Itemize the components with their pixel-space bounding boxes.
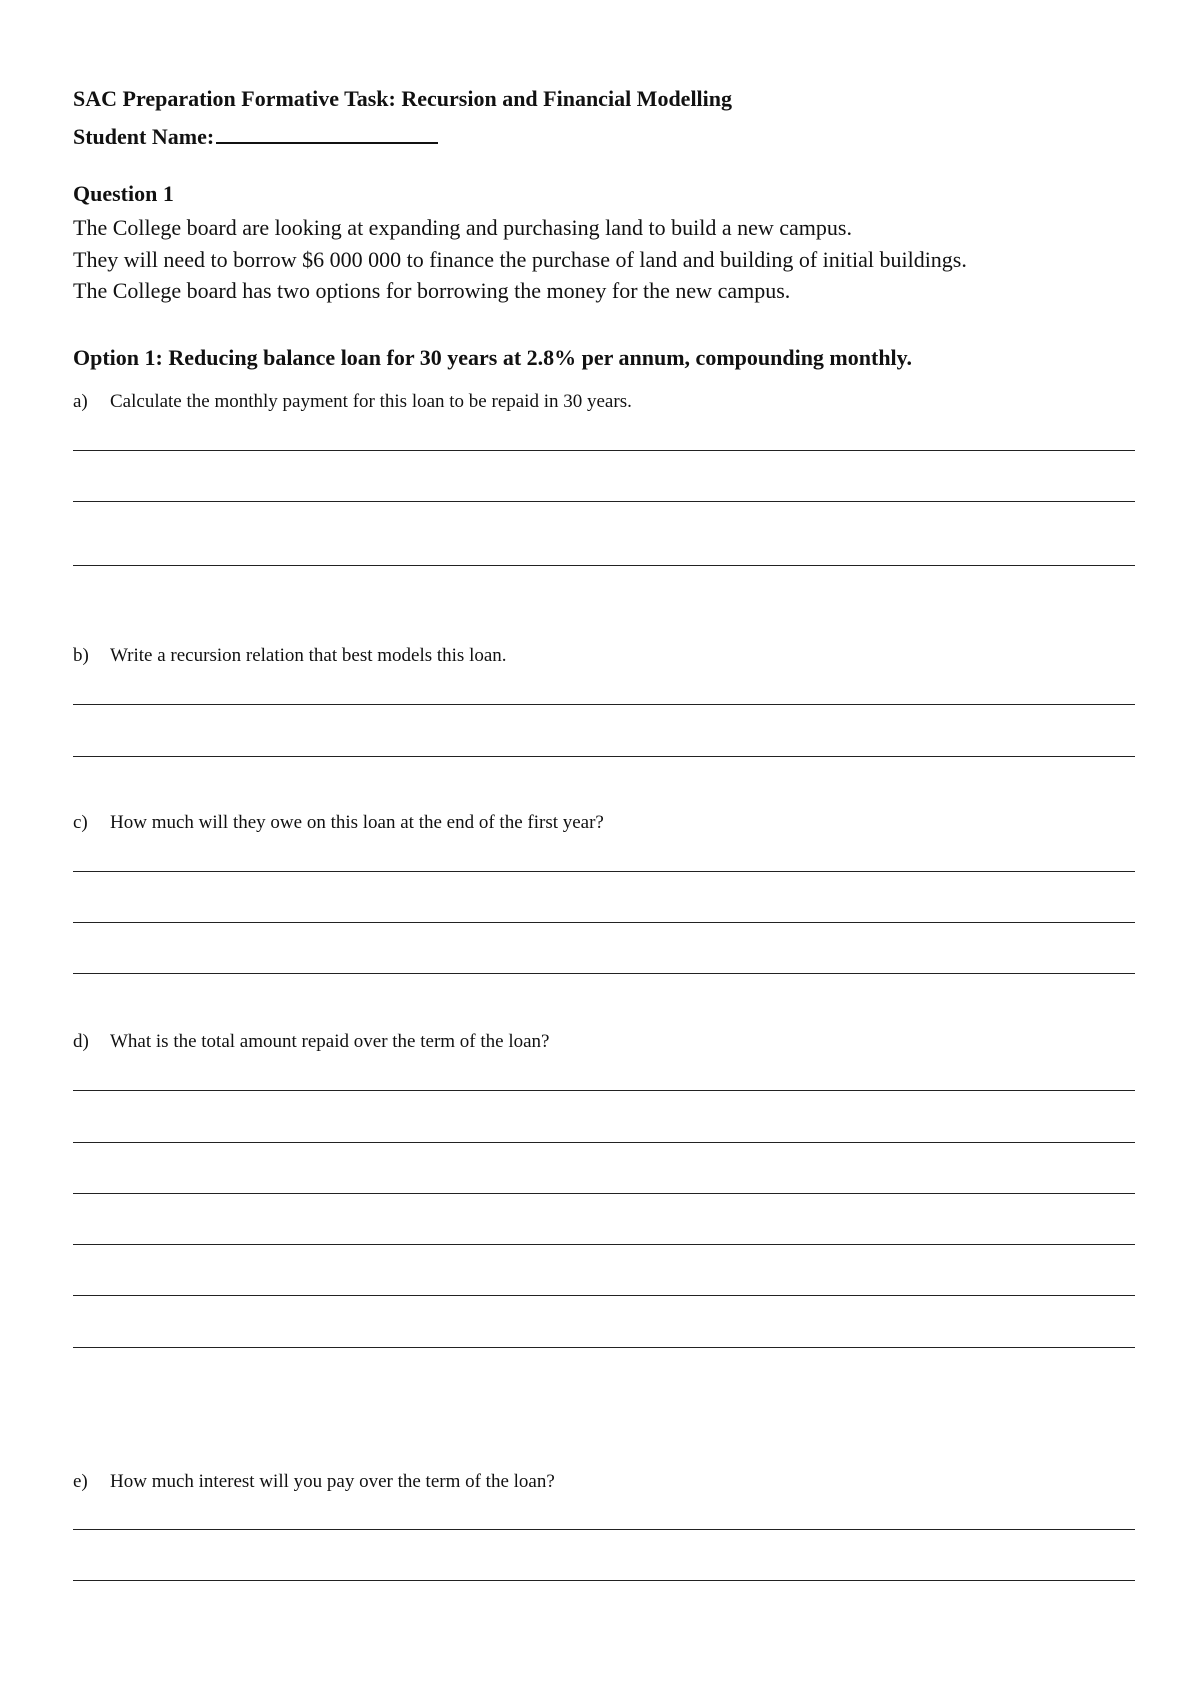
part-d-letter: d) xyxy=(73,1031,89,1052)
answer-line[interactable] xyxy=(73,1580,1135,1581)
part-d-text: What is the total amount repaid over the term of the loan? xyxy=(110,1031,550,1052)
option-1-heading: Option 1: Reducing balance loan for 30 years at 2.8% per annum, compounding monthly. xyxy=(73,345,912,370)
answer-line[interactable] xyxy=(73,1090,1135,1091)
answer-line[interactable] xyxy=(73,1347,1135,1348)
answer-line[interactable] xyxy=(73,922,1135,923)
part-b xyxy=(73,645,507,667)
part-e-letter: e) xyxy=(73,1471,88,1492)
answer-line[interactable] xyxy=(73,871,1135,872)
document-title: SAC Preparation Formative Task: Recursion and Financial Modelling xyxy=(73,86,733,111)
answer-line[interactable] xyxy=(73,1142,1135,1143)
student-name-blank[interactable] xyxy=(216,122,438,144)
part-a xyxy=(73,391,632,413)
part-c-text: How much will they owe on this loan at the end of the first year? xyxy=(110,812,604,833)
part-b-text: Write a recursion relation that best models this loan. xyxy=(110,645,507,666)
intro-line-2: They will need to borrow $6 000 000 to finance the purchase of land and building of initial buildings. xyxy=(73,247,967,272)
student-name-row xyxy=(73,122,438,150)
answer-line[interactable] xyxy=(73,501,1135,502)
question-heading: Question 1 xyxy=(73,181,174,206)
answer-line[interactable] xyxy=(73,1244,1135,1245)
answer-line[interactable] xyxy=(73,565,1135,566)
answer-line[interactable] xyxy=(73,756,1135,757)
part-b-letter: b) xyxy=(73,645,89,666)
part-e xyxy=(73,1471,555,1493)
answer-line[interactable] xyxy=(73,1193,1135,1194)
answer-line[interactable] xyxy=(73,450,1135,451)
answer-line[interactable] xyxy=(73,1295,1135,1296)
part-c-letter: c) xyxy=(73,812,88,833)
student-name-label: Student Name: xyxy=(73,124,215,149)
part-e-text: How much interest will you pay over the term of the loan? xyxy=(110,1471,555,1492)
intro-line-1: The College board are looking at expanding and purchasing land to build a new campus. xyxy=(73,215,852,240)
part-d xyxy=(73,1031,550,1053)
answer-line[interactable] xyxy=(73,973,1135,974)
intro-line-3: The College board has two options for borrowing the money for the new campus. xyxy=(73,278,791,303)
part-a-letter: a) xyxy=(73,391,88,412)
part-c xyxy=(73,812,604,834)
answer-line[interactable] xyxy=(73,1529,1135,1530)
answer-line[interactable] xyxy=(73,704,1135,705)
part-a-text: Calculate the monthly payment for this loan to be repaid in 30 years. xyxy=(110,391,632,412)
